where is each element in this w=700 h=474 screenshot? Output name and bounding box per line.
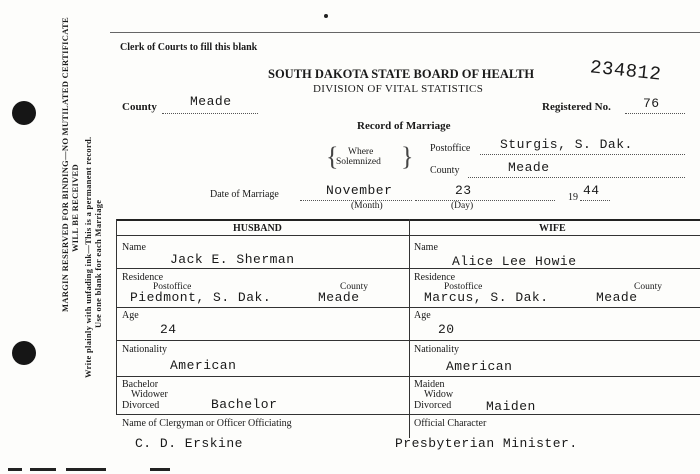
wife-postoffice-label: Postoffice: [444, 282, 483, 292]
county-label: County: [122, 101, 157, 113]
postoffice-line: [480, 154, 685, 155]
wife-name-label: Name: [414, 242, 438, 253]
registered-label: Registered No.: [542, 101, 611, 113]
wife-county: Meade: [596, 290, 638, 305]
husband-header: HUSBAND: [233, 223, 282, 234]
husband-name-label: Name: [122, 242, 146, 253]
husband-postoffice: Piedmont, S. Dak.: [130, 290, 272, 305]
solemnized-county-label: County: [430, 165, 460, 176]
clerk-note: Clerk of Courts to fill this blank: [120, 42, 258, 53]
bottom-edge-mark-1: [8, 468, 22, 471]
wife-status-label-3: Divorced: [414, 400, 452, 411]
county-line: [162, 113, 258, 114]
division-title: DIVISION OF VITAL STATISTICS: [313, 83, 484, 95]
margin-note: [60, 17, 80, 312]
row-rule-1: [116, 268, 700, 269]
date-label: Date of Marriage: [210, 189, 279, 200]
wife-status: Maiden: [486, 399, 536, 414]
husband-name: Jack E. Sherman: [170, 252, 295, 267]
dot-mark: [324, 14, 328, 18]
husband-nationality-label: Nationality: [122, 344, 167, 355]
row-rule-5: [116, 414, 700, 415]
table-header-rule: [116, 235, 700, 236]
husband-age-label: Age: [122, 310, 139, 321]
row-rule-4: [116, 376, 700, 377]
husband-age: 24: [160, 322, 177, 337]
husband-status-label-1: Bachelor: [122, 379, 159, 390]
postoffice-value: Sturgis, S. Dak.: [500, 137, 633, 152]
date-day-line: [415, 200, 555, 201]
officiant-character-label: Official Character: [414, 418, 487, 429]
bottom-edge-mark-3: [66, 468, 106, 471]
wife-status-label-2: Widow: [424, 389, 454, 400]
brace-right: }: [401, 142, 414, 171]
husband-status-label-3: Divorced: [122, 400, 160, 411]
husband-county: Meade: [318, 290, 360, 305]
postoffice-label: Postoffice: [430, 143, 471, 154]
date-day-caption: (Day): [451, 201, 474, 211]
husband-nationality: American: [170, 358, 237, 373]
wife-postoffice: Marcus, S. Dak.: [424, 290, 549, 305]
table-left-rule: [116, 219, 117, 414]
husband-status: Bachelor: [211, 397, 278, 412]
record-title: Record of Marriage: [357, 120, 451, 132]
row-rule-3: [116, 340, 700, 341]
husband-county-label: County: [340, 282, 368, 292]
wife-age-label: Age: [414, 310, 431, 321]
wife-nationality: American: [446, 359, 513, 374]
brace-left: {: [326, 142, 339, 171]
stamp-number: 234812: [589, 56, 663, 86]
county-value: Meade: [190, 94, 232, 109]
registered-value: 76: [643, 96, 660, 111]
binding-hole-bottom: [12, 341, 36, 365]
officiant-name-label: Name of Clergyman or Officer Officiating: [122, 418, 292, 429]
table-top-rule: [116, 219, 700, 221]
date-day: 23: [455, 183, 472, 198]
date-year: 44: [583, 183, 600, 198]
wife-header: WIFE: [539, 223, 566, 234]
registered-line: [625, 113, 685, 114]
write-note-line1: Write plainly with unfading ink—This is a permanent record.: [83, 136, 93, 378]
margin-note-line1: MARGIN RESERVED FOR BINDING—NO MUTILATED CERTIFICATE: [60, 17, 70, 312]
date-month-caption: (Month): [351, 201, 383, 211]
husband-postoffice-label: Postoffice: [153, 282, 192, 292]
bottom-edge-mark-4: [150, 468, 170, 471]
wife-nationality-label: Nationality: [414, 344, 459, 355]
date-year-line: [580, 200, 610, 201]
husband-residence-label: Residence: [122, 272, 164, 283]
write-note: [83, 137, 103, 378]
top-border: [110, 32, 700, 33]
row-rule-2: [116, 307, 700, 308]
date-month: November: [326, 183, 393, 198]
margin-note-line2: WILL BE RECEIVED: [70, 164, 80, 252]
write-note-line2: Use one blank for each Marriage: [93, 199, 103, 328]
officiant-name: C. D. Erskine: [135, 436, 243, 451]
date-year-prefix: 19: [568, 192, 578, 203]
solemnized-label: Solemnized: [336, 157, 381, 167]
board-title: SOUTH DAKOTA STATE BOARD OF HEALTH: [268, 67, 535, 81]
table-center-rule: [409, 219, 410, 438]
wife-residence-label: Residence: [414, 272, 456, 283]
husband-status-label-2: Widower: [131, 389, 168, 400]
solemnized-county-line: [468, 177, 685, 178]
bottom-edge-mark-2: [30, 468, 56, 471]
officiant-character: Presbyterian Minister.: [395, 436, 578, 451]
solemnized-county-value: Meade: [508, 160, 550, 175]
wife-status-label-1: Maiden: [414, 379, 445, 390]
wife-county-label: County: [634, 282, 662, 292]
wife-age: 20: [438, 322, 455, 337]
binding-hole-top: [12, 101, 36, 125]
wife-name: Alice Lee Howie: [452, 254, 577, 269]
where-label: Where: [348, 147, 374, 157]
